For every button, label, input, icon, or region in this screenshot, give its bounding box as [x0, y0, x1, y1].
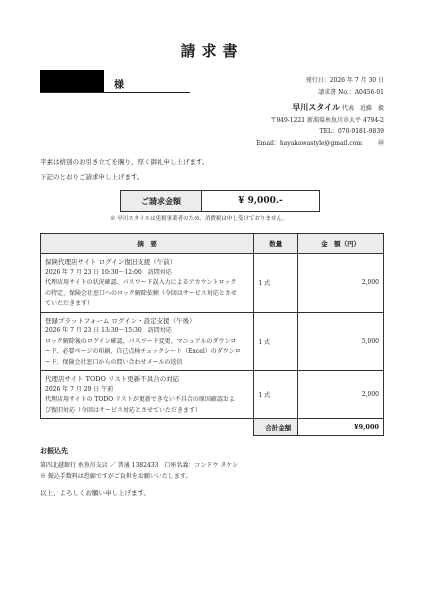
item-qty: 1 式: [254, 254, 298, 313]
table-row: [41, 254, 384, 313]
closing-text: 以上、よろしくお願い申し上げます。: [40, 489, 150, 497]
table-row: [41, 312, 384, 371]
issuer-email: Email：hayakawastyle@gmail.com: [256, 140, 363, 147]
item-line: ていただきます）: [45, 300, 94, 307]
issue-date: 発行日：2026 年 7 月 30 日: [305, 77, 384, 84]
table-row: [41, 371, 384, 419]
items-table: [40, 233, 384, 436]
bank-fee-note: ※ 振込手数料は恐縮ですがご負担をお願いいたします。: [40, 473, 192, 480]
invoice-title: 請求書: [180, 42, 244, 60]
item-line: ロック解除後のログイン確認、パスワード変更、マニュアルのダウンロ: [45, 337, 237, 345]
item-line: の特定、保険会社窓口へのロック解除依頼（今回はサービス対応とさせ: [45, 289, 237, 297]
header-desc: 摘 要: [41, 234, 254, 254]
amount-box: [120, 190, 320, 212]
item-line: 代理店用サイトの状況確認、パスワード誤入力によるアカウントロック: [45, 279, 237, 286]
item-line: び復旧対応（今回はサービス対応とさせていただきます）: [45, 406, 202, 414]
item-amount: 5,000: [298, 312, 384, 371]
total-label: 合計金額: [254, 419, 298, 436]
item-line: ード、保険会社窓口からの問い合わせメールの返信: [45, 358, 183, 366]
bank-account: 第四北越銀行 糸魚川支店 ／ 普通 1382433 口座名義：コンドウ タケシ: [40, 462, 239, 469]
customer-name-redacted: [40, 70, 104, 92]
invoice-number: 請求書 No.：A0456-01: [318, 89, 384, 96]
amount-label: ご請求金額: [121, 191, 202, 211]
item-line: ード、必要ページの印刷、自己点検チェックシート（Excel）のダウンロ: [45, 348, 241, 355]
item-amount: 2,000: [298, 371, 384, 419]
header-amount: 金 額（円）: [298, 234, 384, 254]
issuer-tel: TEL：070-9181-9839: [319, 128, 384, 135]
item-description: [41, 254, 254, 313]
item-qty: 1 式: [254, 312, 298, 371]
bank-info: [40, 460, 238, 482]
greeting-line: 平素は格別のお引き立てを賜り、厚く御礼申し上げます。: [40, 158, 209, 166]
item-title: 登録プラットフォーム ログイン・設定支援（午後）: [45, 316, 196, 325]
customer-suffix: 様: [114, 80, 124, 91]
issuer-address: 〒949-1221 新潟県糸魚川市大平 4794-2: [270, 117, 384, 124]
item-line: 2026 年 7 月 23 日 10:30～12:00 訪問対応: [45, 268, 172, 276]
total-spacer: [41, 419, 254, 436]
table-header-row: [41, 234, 384, 254]
issuer-company-line: [292, 102, 384, 114]
amount-value: ¥ 9,000.-: [238, 196, 283, 206]
total-value: ¥9,000: [298, 419, 384, 436]
issuer-rep: 代表 近藤 毅: [341, 105, 384, 112]
item-amount: 2,000: [298, 254, 384, 313]
item-title: 保険代理店サイト ログイン復旧支援（午前）: [45, 258, 177, 266]
issuer-company: 早川スタイル: [292, 102, 341, 112]
issuer-email-line: [256, 138, 384, 149]
item-line: 代理店用サイトの TODO リストが更新できない不具合の原因確認およ: [45, 396, 235, 403]
bank-heading: お振込先: [40, 446, 68, 455]
item-description: [41, 371, 254, 419]
item-description: [41, 312, 254, 371]
customer-underline: [40, 92, 190, 93]
item-line: 2026 年 7 月 23 日 13:30～15:30 訪問対応: [45, 327, 172, 334]
header-qty: 数量: [254, 234, 298, 254]
item-qty: 1 式: [254, 371, 298, 419]
total-row: [41, 419, 384, 436]
item-title: 代理店サイト TODO リスト更新不具合の対応: [45, 375, 180, 383]
tax-note: ※ 早川スタイルは免税事業者のため、消費税は申し受けておりません。: [110, 216, 288, 222]
greeting-line: 下記のとおりご請求申し上げます。: [40, 173, 144, 181]
item-line: 2026 年 7 月 29 日 午前: [45, 385, 114, 393]
greeting: [40, 155, 208, 185]
seal-mark: ㊞: [377, 140, 384, 147]
